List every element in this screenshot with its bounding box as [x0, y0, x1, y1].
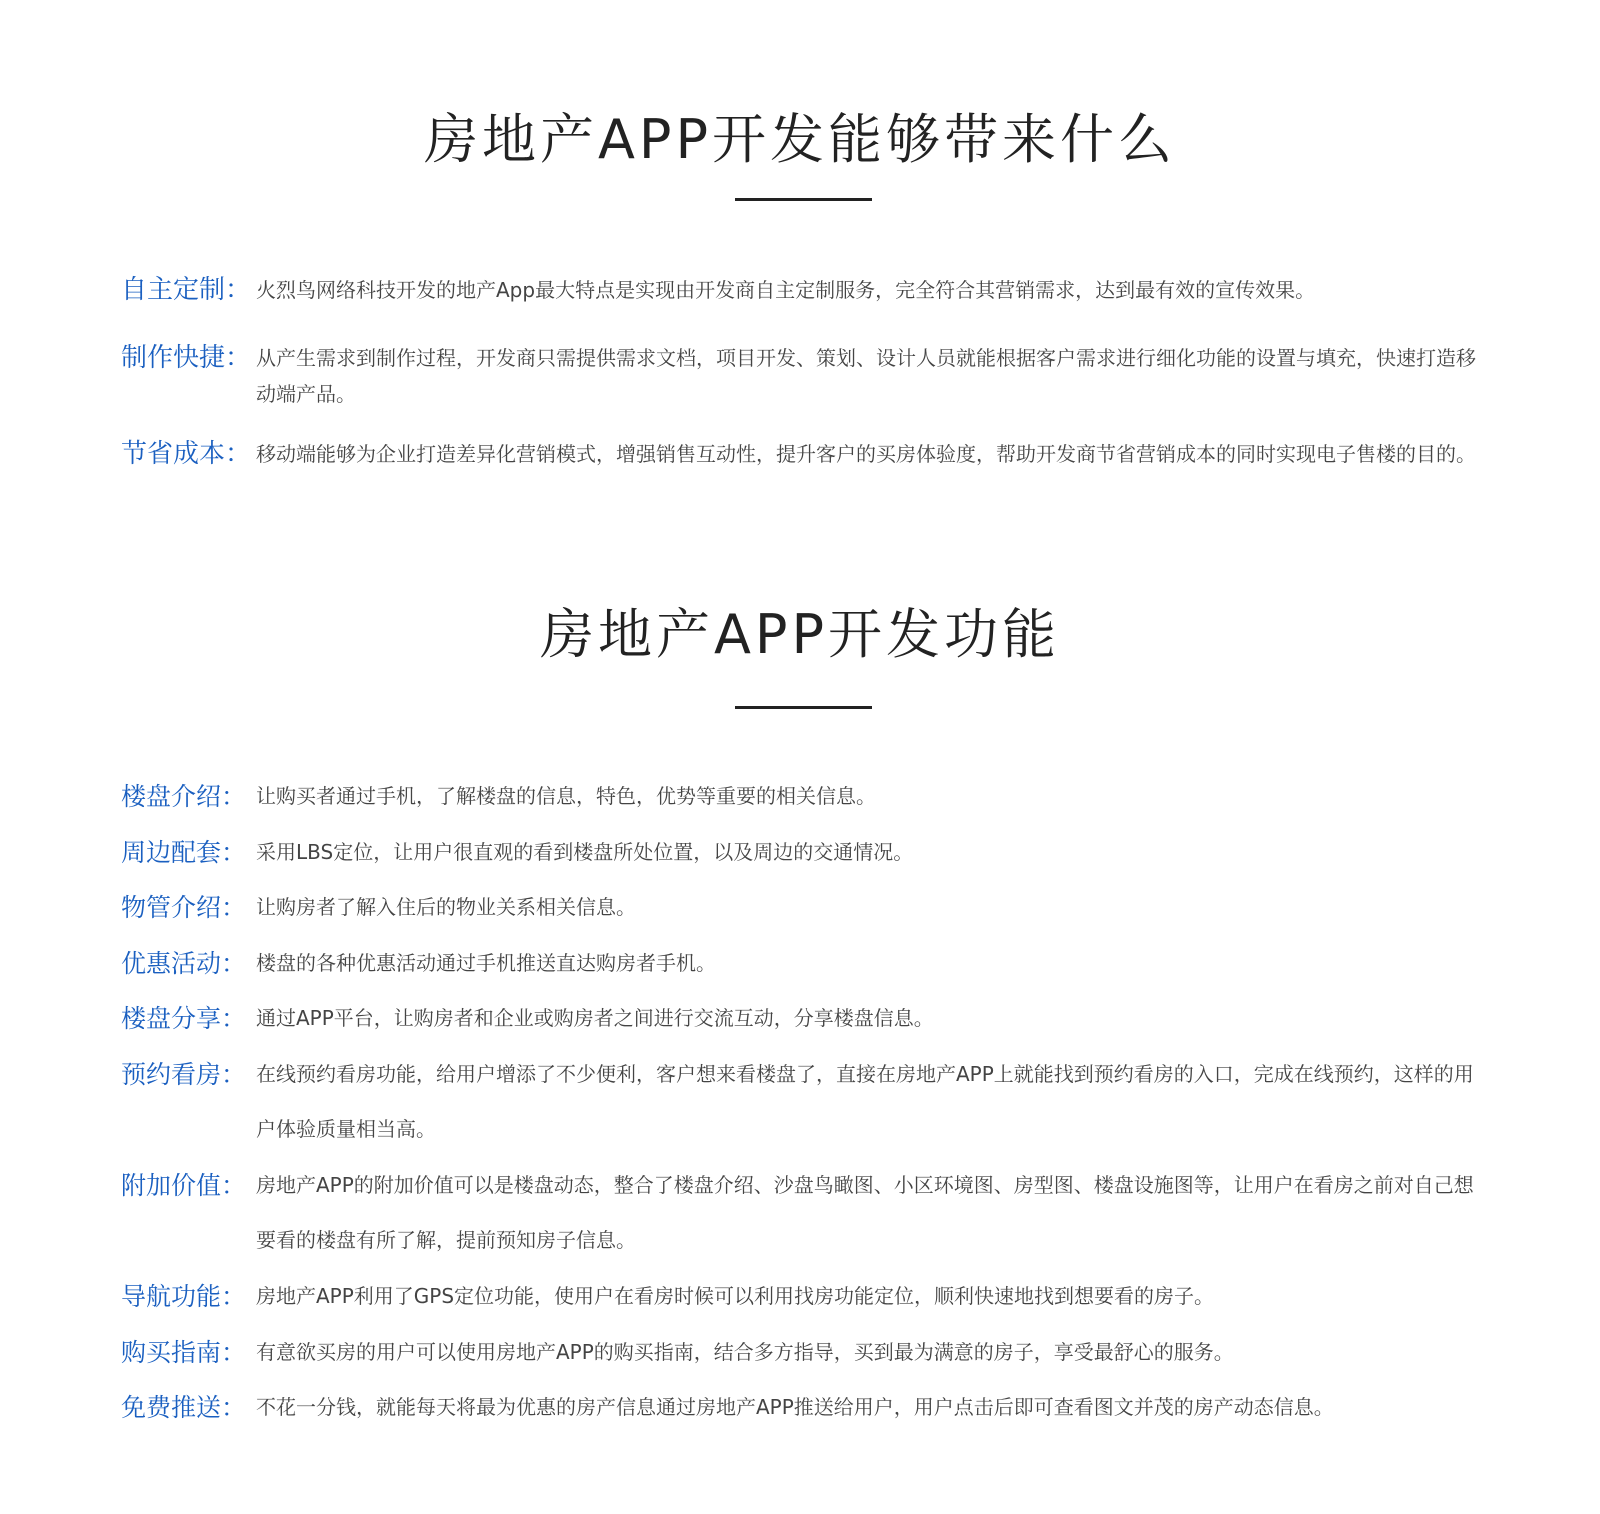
title-underline — [735, 198, 872, 201]
item-label: 自主定制： — [121, 275, 252, 305]
item-label: 免费推送： — [121, 1393, 247, 1422]
item-text: 房地产APP的附加价值可以是楼盘动态，整合了楼盘介绍、沙盘鸟瞰图、小区环境图、房型图、楼盘设施图等，让用户在看房之前对自己想要看的楼盘有所了解，提前预知房子信息。 — [256, 1173, 1474, 1252]
item-text: 有意欲买房的用户可以使用房地产APP的购买指南，结合多方指导，买到最为满意的房子，享受最舒心的服务。 — [256, 1340, 1234, 1364]
item-label: 节省成本： — [121, 439, 252, 469]
item-text: 在线预约看房功能，给用户增添了不少便利，客户想来看楼盘了，直接在房地产APP上就能找到预约看房的入口，完成在线预约，这样的用户体验质量相当高。 — [256, 1062, 1474, 1141]
item-text: 通过APP平台，让购房者和企业或购房者之间进行交流互动，分享楼盘信息。 — [256, 1006, 934, 1030]
item-label: 楼盘介绍： — [121, 782, 247, 811]
item-label: 导航功能： — [121, 1282, 247, 1311]
item-label: 附加价值： — [121, 1171, 247, 1200]
item-text: 不花一分钱，就能每天将最为优惠的房产信息通过房地产APP推送给用户，用户点击后即可查看图文并茂的房产动态信息。 — [256, 1395, 1334, 1419]
item-text: 楼盘的各种优惠活动通过手机推送直达购房者手机。 — [256, 951, 716, 975]
item-text: 让购买者通过手机，了解楼盘的信息，特色，优势等重要的相关信息。 — [256, 784, 876, 808]
section-title: 房地产APP开发功能 — [539, 603, 1061, 666]
item-text: 让购房者了解入住后的物业关系相关信息。 — [256, 895, 636, 919]
item-label: 楼盘分享： — [121, 1004, 247, 1033]
section-title: 房地产APP开发能够带来什么 — [423, 108, 1177, 171]
item-text: 从产生需求到制作过程，开发商只需提供需求文档，项目开发、策划、设计人员就能根据客户需求进行细化功能的设置与填充，快速打造移动端产品。 — [256, 346, 1476, 406]
item-text: 火烈鸟网络科技开发的地产App最大特点是实现由开发商自主定制服务，完全符合其营销需求，达到最有效的宣传效果。 — [256, 278, 1316, 302]
item-label: 优惠活动： — [121, 949, 247, 978]
item-label: 购买指南： — [121, 1338, 247, 1367]
item-label: 预约看房： — [121, 1060, 247, 1089]
item-text: 移动端能够为企业打造差异化营销模式，增强销售互动性，提升客户的买房体验度，帮助开发商节省营销成本的同时实现电子售楼的目的。 — [256, 442, 1476, 466]
item-text: 房地产APP利用了GPS定位功能，使用户在看房时候可以利用找房功能定位，顺利快速地找到想要看的房子。 — [256, 1284, 1215, 1308]
item-label: 物管介绍： — [121, 893, 247, 922]
item-text: 采用LBS定位，让用户很直观的看到楼盘所处位置，以及周边的交通情况。 — [256, 840, 914, 864]
title-underline — [735, 706, 872, 709]
item-label: 周边配套： — [121, 838, 247, 867]
item-label: 制作快捷： — [121, 343, 252, 373]
